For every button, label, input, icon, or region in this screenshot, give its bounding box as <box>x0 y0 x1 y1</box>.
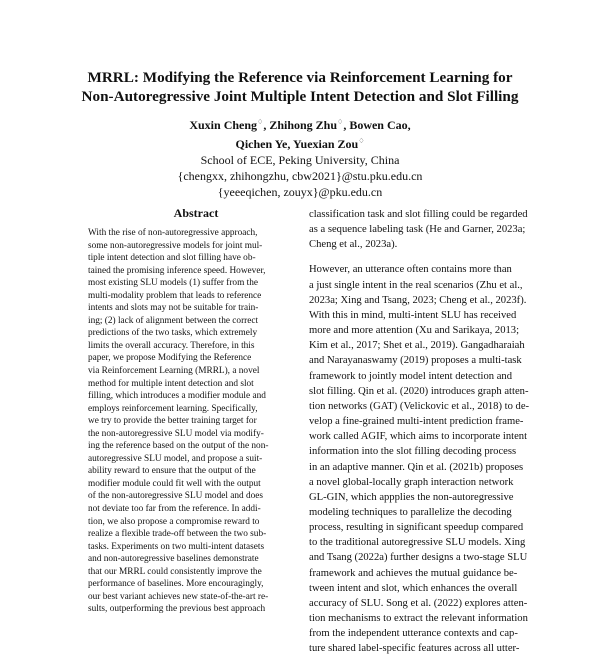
intro-paragraph <box>309 262 571 656</box>
text-line: slot filling. Qin et al. (2020) introduces graph atten- <box>309 385 529 397</box>
text-line: limits the overall accuracy. Therefore, in this <box>88 340 255 351</box>
author-sep: , <box>343 118 350 132</box>
text-line: ing; (2) lack of alignment between the correct <box>88 315 259 326</box>
text-line: paper, we propose Modifying the Reference <box>88 353 252 364</box>
text-line: of the non-autoregressive SLU model and does <box>88 491 264 502</box>
author-name: Qichen Ye <box>235 137 288 151</box>
author-sep: , <box>407 118 411 132</box>
author-name: Xuxin Cheng <box>189 118 258 132</box>
author-mark: ♢ <box>257 118 264 126</box>
text-line: realize a flexible trade-off between the two sub- <box>88 529 267 540</box>
text-line: not deviate too far from the reference. In addi- <box>88 504 261 515</box>
text-line: some non-autoregressive models for joint mul- <box>88 240 263 251</box>
email-line[interactable]: {yeeeqichen, zouyx}@pku.edu.cn <box>217 185 383 199</box>
author-sep: , <box>287 137 293 151</box>
affiliation: School of ECE, Peking University, China <box>200 153 400 167</box>
text-line: as a sequence labeling task (He and Garner, 2023a; <box>309 224 526 236</box>
text-line: modifier module could fit well with the output <box>88 478 261 489</box>
intro-paragraph <box>309 207 571 252</box>
text-line: intents and slots may not be suitable for train- <box>88 303 259 314</box>
text-line: accuracy of SLU. Song et al. (2022) explores atten- <box>309 597 528 609</box>
text-line: work called AGIF, which aims to incorporate intent <box>309 431 528 443</box>
author-name: Yuexian Zou <box>292 137 359 151</box>
text-line: tion networks (GAT) (Velickovic et al., 2018) to de- <box>309 400 530 412</box>
text-line: tasks. Experiments on two multi-intent datasets <box>88 541 265 552</box>
author-block <box>70 114 530 200</box>
text-line: the non-autoregressive SLU model via modify- <box>88 428 264 439</box>
text-line: ing the reference based on the output of the non- <box>88 441 269 452</box>
author-sep: , <box>263 118 270 132</box>
text-line: more and more attention (Xu and Sarikaya, 2013; <box>309 325 520 337</box>
text-line: sults, outperforming the previous best approach <box>88 604 266 615</box>
text-line: modeling techniques to parallelize the decoding <box>309 506 512 518</box>
text-line: most existing SLU models (1) suffer from the <box>88 278 258 289</box>
text-line: multi-modality problem that leads to reference <box>88 290 262 301</box>
text-line: framework and achieves the mutual guidance be- <box>309 567 518 579</box>
text-line: framework to jointly model intent detection and <box>309 370 512 382</box>
text-line: Kim et al., 2017; Shet et al., 2019). Gangadharaiah <box>309 340 525 352</box>
email-line[interactable]: {chengxx, zhihongzhu, cbw2021}@stu.pku.edu.cn <box>177 169 423 183</box>
paragraph-gap <box>309 252 571 262</box>
text-line: we try to provide the better training target for <box>88 416 257 427</box>
author-name: Zhihong Zhu <box>269 118 338 132</box>
text-line: information into the slot filling decoding process <box>309 446 517 458</box>
text-line: method for multiple intent detection and slot <box>88 378 254 389</box>
text-line: and Tsang (2022a) further designs a two-stage SLU <box>309 552 528 564</box>
text-line: via Reinforcement Learning (MRRL), a novel <box>88 366 260 377</box>
text-line: filling, which introduces a modifier module and <box>88 391 266 402</box>
text-line: process, resulting in significant speedup compared <box>309 522 524 534</box>
text-line: and Narayanaswamy (2019) proposes a multi-task <box>309 355 522 367</box>
author-name: Bowen Cao <box>349 118 408 132</box>
author-line <box>70 114 530 133</box>
text-line: tween intent and slot, which enhances the overall <box>309 582 518 594</box>
text-line: With this in mind, multi-intent SLU has received <box>309 309 517 321</box>
text-line: velop a fine-grained multi-intent prediction frame- <box>309 416 524 428</box>
text-line: to the traditional autoregressive SLU models. Xing <box>309 537 526 549</box>
text-line: classification task and slot filling could be regarded <box>309 209 528 220</box>
text-line: a novel global-locally graph interaction network <box>309 476 514 488</box>
text-line: autoregressive SLU model, and propose a suit- <box>88 453 263 464</box>
title-line: Non-Autoregressive Joint Multiple Intent Detection and Slot Filling <box>81 88 519 105</box>
text-line: tion, we also propose a compromise reward to <box>88 516 260 527</box>
text-line: a just single intent in the real scenarios (Zhu et al., <box>309 279 523 291</box>
text-line: ability reward to ensure that the output of the <box>88 466 256 477</box>
author-mark: ♢ <box>358 137 365 145</box>
abstract-text <box>88 227 304 616</box>
text-line: With the rise of non-autoregressive approach, <box>88 228 258 238</box>
paper-title <box>40 68 560 106</box>
text-line: predictions of the two tasks, which extremely <box>88 328 258 339</box>
text-line: tained the promising inference speed. However, <box>88 265 266 276</box>
author-mark: ♢ <box>337 118 344 126</box>
text-line: in an adaptive manner. Qin et al. (2021b) proposes <box>309 461 524 473</box>
text-line: tiple intent detection and slot filling have ob- <box>88 253 256 264</box>
text-line: However, an utterance often contains more than <box>309 264 512 276</box>
text-line: employs reinforcement learning. Specifically, <box>88 403 258 414</box>
text-line: Cheng et al., 2023a). <box>309 239 398 251</box>
author-line <box>70 133 530 152</box>
abstract-heading: Abstract <box>173 206 219 220</box>
text-line: from the independent utterance contexts and cap- <box>309 628 518 640</box>
text-line: our best variant achieves new state-of-the-art re- <box>88 591 269 602</box>
text-line: performance of baselines. More encouragingly, <box>88 579 264 590</box>
text-line: tion mechanisms to extract the relevant information <box>309 613 528 625</box>
title-line: MRRL: Modifying the Reference via Reinforcement Learning for <box>87 69 513 86</box>
text-line: that our MRRL could consistently improve the <box>88 566 262 577</box>
text-line: 2023a; Xing and Tsang, 2023; Cheng et al., 2023f). <box>309 294 527 306</box>
text-line: ture shared label-specific features across all utter- <box>309 643 520 655</box>
text-line: and non-autoregressive baselines demonstrate <box>88 554 259 565</box>
text-line: GL-GIN, which appplies the non-autoregressive <box>309 491 514 503</box>
right-column <box>309 207 571 657</box>
